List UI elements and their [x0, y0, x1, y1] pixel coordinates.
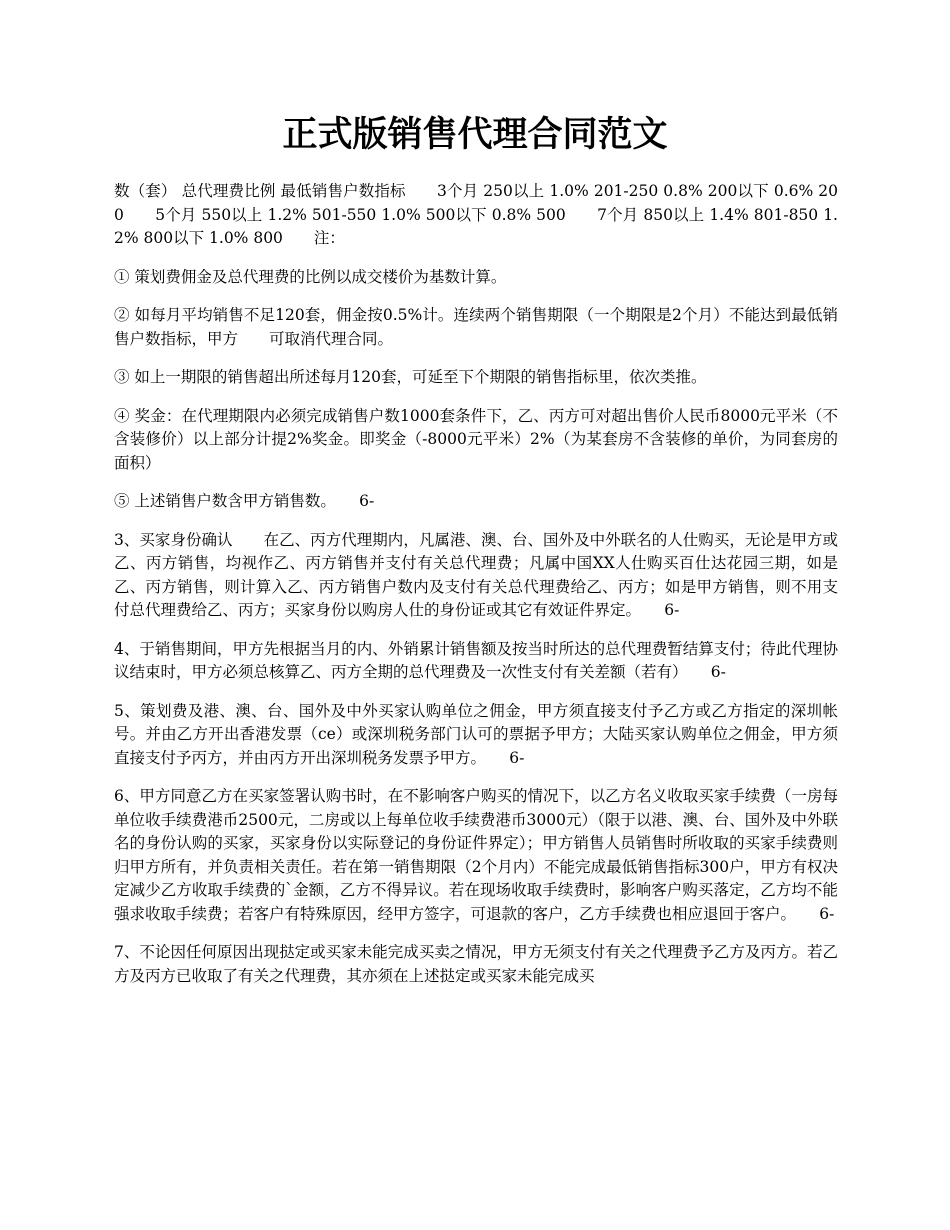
paragraph-note-5: ⑤ 上述销售户数含甲方销售数。 6-: [114, 492, 375, 510]
paragraph-clause-5: 5、策划费及港、澳、台、国外及中外买家认购单位之佣金，甲方须直接支付予乙方或乙方指定的深圳帐号。并由乙方开出香港发票（ce）或深圳税务部门认可的票据予甲方；大陆买家认购单位之佣金，甲方须直接支付予丙方，并由丙方开出深圳税务发票予甲方。 6-: [114, 701, 838, 767]
paragraph-note-2: ② 如每月平均销售不足120套，佣金按0.5%计。连续两个销售期限（一个期限是2个月）不能达到最低销售户数指标，甲方 可取消代理合同。: [114, 306, 838, 348]
paragraph-clause-7: 7、不论因任何原因出现挞定或买家未能完成买卖之情况，甲方无须支付有关之代理费予乙方及丙方。若乙方及丙方已收取了有关之代理费，其亦须在上述挞定或买家未能完成买: [114, 943, 838, 985]
paragraph-note-4: ④ 奖金：在代理期限内必须完成销售户数1000套条件下，乙、丙方可对超出售价人民币8000元平米（不含装修价）以上部分计提2%奖金。即奖金（-8000元平米）2%（为某套房不含装修的单价，为同套房的面积）: [114, 406, 838, 472]
document-title: 正式版销售代理合同范文: [282, 114, 668, 155]
paragraph-clause-3: 3、买家身份确认 在乙、丙方代理期内，凡属港、澳、台、国外及中外联名的人仕购买，无论是甲方或乙、丙方销售，均视作乙、丙方销售并支付有关总代理费；凡属中国XX人仕购买百仕达花园三期，如是乙、丙方销售，则计算入乙、丙方销售户数内及支付有关总代理费给乙、丙方；如是甲方销售，则不用支付总代理费给乙、丙方；买家身份以购房人仕的身份证或其它有效证件界定。 6-: [114, 530, 838, 619]
document-body: [114, 180, 838, 1003]
paragraph-commission-table: 数（套） 总代理费比例 最低销售户数指标 3个月 250以上 1.0% 201-250 0.8% 200以下 0.6% 200 5个月 550以上 1.2% 501-550 1.0% 500以下 0.8% 500 7个月 850以上 1.4% 801-850 1.2% 800以下 1.0% 800 注：: [114, 182, 838, 247]
paragraph-note-3: ③ 如上一期限的销售超出所述每月120套，可延至下个期限的销售指标里，依次类推。: [114, 368, 707, 386]
paragraph-note-1: ① 策划费佣金及总代理费的比例以成交楼价为基数计算。: [114, 267, 507, 286]
paragraph-clause-6: 6、甲方同意乙方在买家签署认购书时，在不影响客户购买的情况下，以乙方名义收取买家手续费（一房每单位收手续费港币2500元，二房或以上每单位收手续费港币3000元）（限于以港、澳、台、国外及中外联名的身份认购的买家，买家身份以实际登记的身份证件界定）；甲方销售人员销售时所收取的买家手续费则归甲方所有，并负责相关责任。若在第一销售期限（2个月内）不能完成最低销售指标300户，甲方有权决定减少乙方收取手续费的`金额，乙方不得异议。若在现场收取手续费时，影响客户购买落定，乙方均不能强求收取手续费；若客户有特殊原因，经甲方签字，可退款的客户，乙方手续费也相应退回于客户。 6-: [114, 787, 838, 923]
paragraph-clause-4: 4、于销售期间，甲方先根据当月的内、外销累计销售额及按当时所达的总代理费暂结算支付；待此代理协议结束时，甲方必须总核算乙、丙方全期的总代理费及一次性支付有关差额（若有） 6-: [114, 639, 838, 681]
